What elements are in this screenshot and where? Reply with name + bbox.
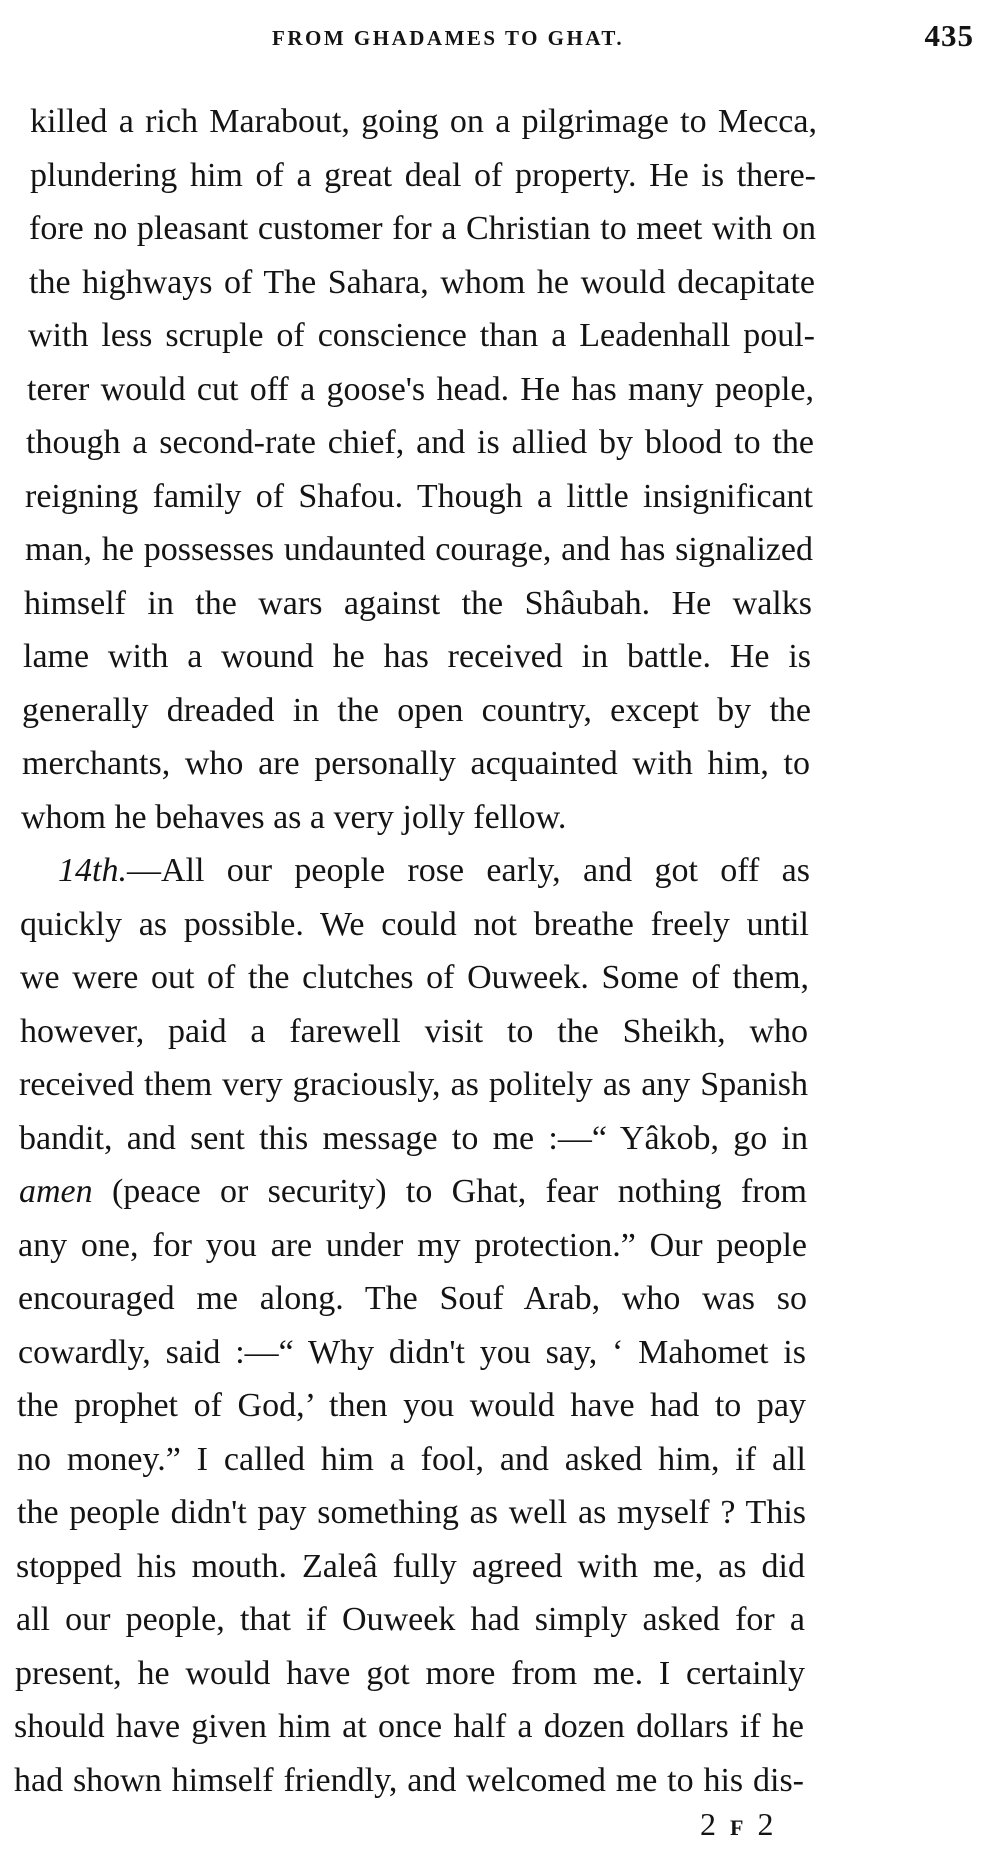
paragraph-start-line: [0, 844, 1000, 898]
italic-word-line: [0, 1165, 1000, 1219]
text-line: the highways of The Sahara, whom he would decapitate: [29, 263, 815, 301]
running-title: FROM GHADAMES TO GHAT.: [272, 26, 625, 50]
text-line: no money.” I called him a fool, and asked him, if all: [17, 1440, 806, 1478]
text-line: encouraged me along. The Souf Arab, who was so: [18, 1280, 807, 1317]
text-line: man, he possesses undaunted courage, and has signalized: [25, 531, 813, 568]
text-line: should have given him at once half a dozen dollars if he: [14, 1708, 804, 1745]
signature-number: 2: [700, 1806, 730, 1842]
paragraph-start-text: —All our people rose early, and got off as: [126, 852, 810, 889]
text-line: fore no pleasant customer for a Christian to meet with on: [29, 210, 816, 247]
text-line: the prophet of God,’ then you would have had to pay: [17, 1387, 806, 1424]
signature-number: 2: [757, 1806, 788, 1842]
italic-line-text: (peace or security) to Ghat, fear nothing from: [92, 1173, 807, 1210]
text-line: himself in the wars against the Shâubah. He walks: [24, 584, 812, 622]
text-line: stopped his mouth. Zaleâ fully agreed with me, as did: [16, 1547, 805, 1585]
text-line: the people didn't pay something as well as myself ? This: [17, 1494, 806, 1531]
date-heading: 14th.: [58, 852, 127, 889]
text-line: all our people, that if Ouweek had simply asked for a: [16, 1601, 805, 1638]
text-line: present, he would have got more from me. I certainly: [15, 1654, 805, 1692]
running-head: [0, 18, 1000, 62]
text-line: reigning family of Shafou. Though a little insignificant: [25, 477, 813, 515]
text-line: we were out of the clutches of Ouweek. Some of them,: [20, 959, 809, 996]
text-line: quickly as possible. We could not breathe freely until: [20, 905, 809, 943]
text-line: generally dreaded in the open country, except by the: [22, 691, 811, 729]
text-line: plundering him of a great deal of property. He is there-: [30, 156, 816, 194]
text-line: merchants, who are personally acquainted with him, to: [22, 745, 810, 782]
text-line: cowardly, said :—“ Why didn't you say, ‘ Mahomet is: [18, 1333, 806, 1371]
italic-word: amen: [19, 1173, 93, 1210]
signature-letter: F: [730, 1815, 758, 1840]
text-line: any one, for you are under my protection.” Our people: [18, 1226, 807, 1264]
text-line: lame with a wound he has received in battle. He is: [23, 638, 811, 675]
page-number: 435: [924, 18, 974, 53]
text-line: whom he behaves as a very jolly fellow.: [21, 798, 567, 836]
text-line: however, paid a farewell visit to the Sheikh, who: [20, 1012, 808, 1050]
signature-mark: [700, 1806, 787, 1843]
text-line: killed a rich Marabout, going on a pilgrimage to Mecca,: [30, 103, 817, 140]
body-text: [0, 95, 1000, 1807]
text-line: received them very graciously, as politely as any Spanish: [19, 1066, 808, 1103]
text-line: had shown himself friendly, and welcomed me to his dis-: [14, 1761, 804, 1799]
text-line: terer would cut off a goose's head. He has many people,: [27, 370, 814, 408]
text-line: with less scruple of conscience than a Leadenhall poul-: [28, 317, 815, 354]
text-line: bandit, and sent this message to me :—“ Yâkob, go in: [19, 1119, 808, 1157]
text-line: though a second-rate chief, and is allied by blood to the: [26, 424, 814, 461]
